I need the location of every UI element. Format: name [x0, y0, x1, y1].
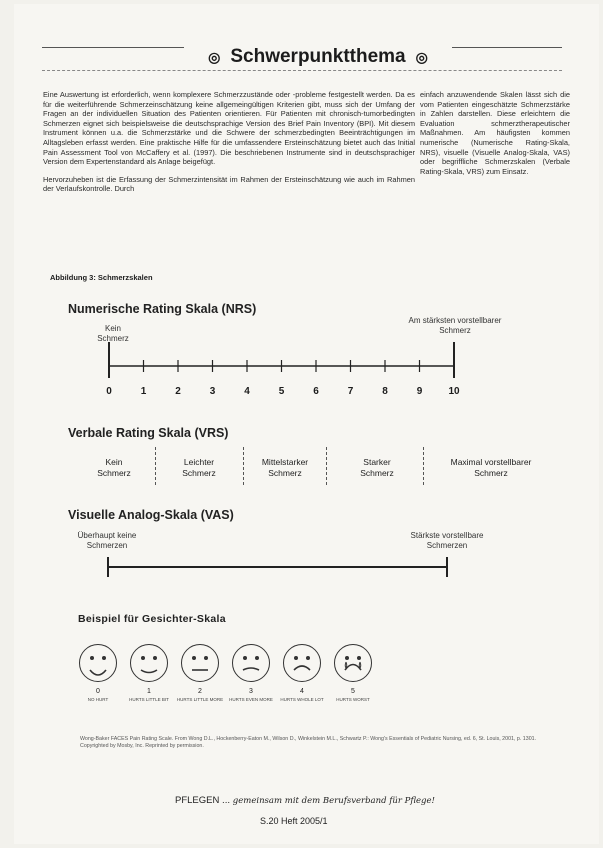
face-5-icon	[334, 644, 372, 682]
vrs-item	[431, 457, 551, 479]
vrs-separator	[155, 447, 156, 485]
vrs-title: Verbale Rating Skala (VRS)	[68, 426, 229, 440]
face-description: NO HURT	[87, 697, 109, 702]
face-0-icon	[79, 644, 117, 682]
face-number: 2	[198, 688, 202, 695]
face-number: 0	[96, 688, 100, 695]
figure-footnote: Wong-Baker FACES Pain Rating Scale. From Wong D.L., Hockenberry-Eaton M., Wilson D., Winkelstein M.L., Schwartz P.: Wong's Essentials of Pediatric Nursing, ed. 6, St. Louis, 2001, p. 1301. Copyrighted by Mosby, Inc. Reprinted by permission.	[80, 736, 537, 749]
vrs-item	[317, 457, 437, 479]
footer-slogan	[175, 795, 435, 806]
face-description: HURTS WHOLE LOT	[280, 697, 324, 702]
vas-left-label: Überhaupt keine Schmerzen	[77, 531, 137, 550]
nrs-tick-label: 3	[209, 386, 216, 397]
nrs-tick-label: 5	[278, 386, 285, 397]
nrs-title: Numerische Rating Skala (NRS)	[68, 302, 257, 316]
nrs-tick-label: 2	[175, 386, 181, 397]
article-paragraph: einfach anzuwendende Skalen lässt sich die vom Patienten eingeschätzte Schmerzstärke in Zahlen darstellen. Diese erleichtern die Evaluation schmerztherapeutischer Maßnahmen. Am häufigsten kommen numerische (Numerische Rating-Skala, NRS), visuelle (Visuelle Analog-Skala, VAS) oder begriffliche Schmerzskalen (Verbale Rating-Skala, VRS) zum Einsatz.	[420, 90, 570, 176]
slogan-script: ... gemeinsam mit dem Berufsverband für Pflege!	[222, 796, 435, 806]
face-description: HURTS LITTLE BIT	[129, 697, 169, 702]
vrs-item-line1: Maximal vorstellbarer	[450, 457, 532, 467]
nrs-tick-label: 8	[382, 386, 388, 397]
nrs-right-label: Am stärksten vorstellbarer Schmerz	[408, 316, 502, 335]
vrs-separator	[326, 447, 327, 485]
vrs-item-line1: Mittelstarker	[261, 457, 309, 467]
target-icon: ◎	[415, 49, 428, 65]
face-description: HURTS LITTLE MORE	[176, 697, 224, 702]
vrs-separator	[423, 447, 424, 485]
face-number: 1	[147, 688, 151, 695]
vrs-item-line2: Schmerz	[97, 468, 131, 478]
article-paragraph: Hervorzuheben ist die Erfassung der Schmerzintensität im Rahmen der Ersteinschätzung wie auch im Rahmen der Verlaufskontrolle. Durch	[43, 174, 415, 194]
article-paragraph: Eine Auswertung ist erforderlich, wenn komplexere Schmerzzustände oder -probleme festgestellt werden. Da es für die weiterführende Schmerzeinschätzung keine allgemeingültigen Kriterien gibt, muss sich der Umfang der Fragen an der individuellen Situation des Patienten orientieren. Für Patienten mit chronisch-tumorbedingten Schmerzen eignet sich beispielsweise die deutschsprachige Version des Brief Pain Inventory (BPI). Mit diesem Instrument können u.a. die Schmerzstärke und die Schwere der schmerzbedingten Beeinträchtigungen im Alltagsleben erfasst werden. Eine praktische Hilfe für die umfassendere Ersteinschätzung bietet auch das Initial Pain Assessment Tool von McCaffery et al. (1997). Die beschriebenen Instrumente sind in deutschsprachiger Version dem Expertenstandard als Anlage beigefügt.	[43, 90, 415, 167]
face-description: HURTS EVEN MORE	[229, 697, 273, 702]
nrs-tick-label: 7	[347, 386, 354, 397]
slogan-caps: PFLEGEN	[175, 795, 220, 806]
nrs-tick-label: 6	[313, 386, 319, 397]
face-number: 3	[249, 688, 253, 695]
vrs-item-line2: Schmerz	[182, 468, 216, 478]
nrs-scale	[109, 342, 454, 378]
nrs-tick-label: 9	[416, 386, 423, 397]
page-title-text: Schwerpunktthema	[230, 46, 406, 67]
vrs-item-line1: Leichter	[183, 457, 215, 467]
face-number: 5	[351, 688, 355, 695]
vrs-separator	[243, 447, 244, 485]
face-2-icon	[181, 644, 219, 682]
vrs-item-line2: Schmerz	[360, 468, 394, 478]
vrs-item-line1: Kein	[105, 457, 123, 467]
faces-title: Beispiel für Gesichter-Skala	[78, 613, 226, 625]
face-4-icon	[283, 644, 321, 682]
face-3-icon	[232, 644, 270, 682]
nrs-tick-label: 10	[448, 386, 460, 397]
target-icon: ◎	[208, 49, 221, 65]
face-1-icon	[130, 644, 168, 682]
vrs-item-line2: Schmerz	[268, 468, 302, 478]
vas-title: Visuelle Analog-Skala (VAS)	[68, 508, 234, 522]
figure-caption: Abbildung 3: Schmerzskalen	[50, 273, 153, 282]
face-number: 4	[300, 688, 304, 695]
vrs-item-line2: Schmerz	[474, 468, 508, 478]
vrs-item-line1: Starker	[363, 457, 391, 467]
nrs-tick-label: 1	[140, 386, 147, 397]
page-number: S.20 Heft 2005/1	[260, 816, 328, 826]
nrs-tick-label: 0	[106, 386, 112, 397]
nrs-tick-label: 4	[244, 386, 250, 397]
nrs-left-label: Kein Schmerz	[97, 324, 129, 343]
vas-right-label: Stärkste vorstellbare Schmerzen	[410, 531, 484, 550]
face-description: HURTS WORST	[336, 697, 370, 702]
